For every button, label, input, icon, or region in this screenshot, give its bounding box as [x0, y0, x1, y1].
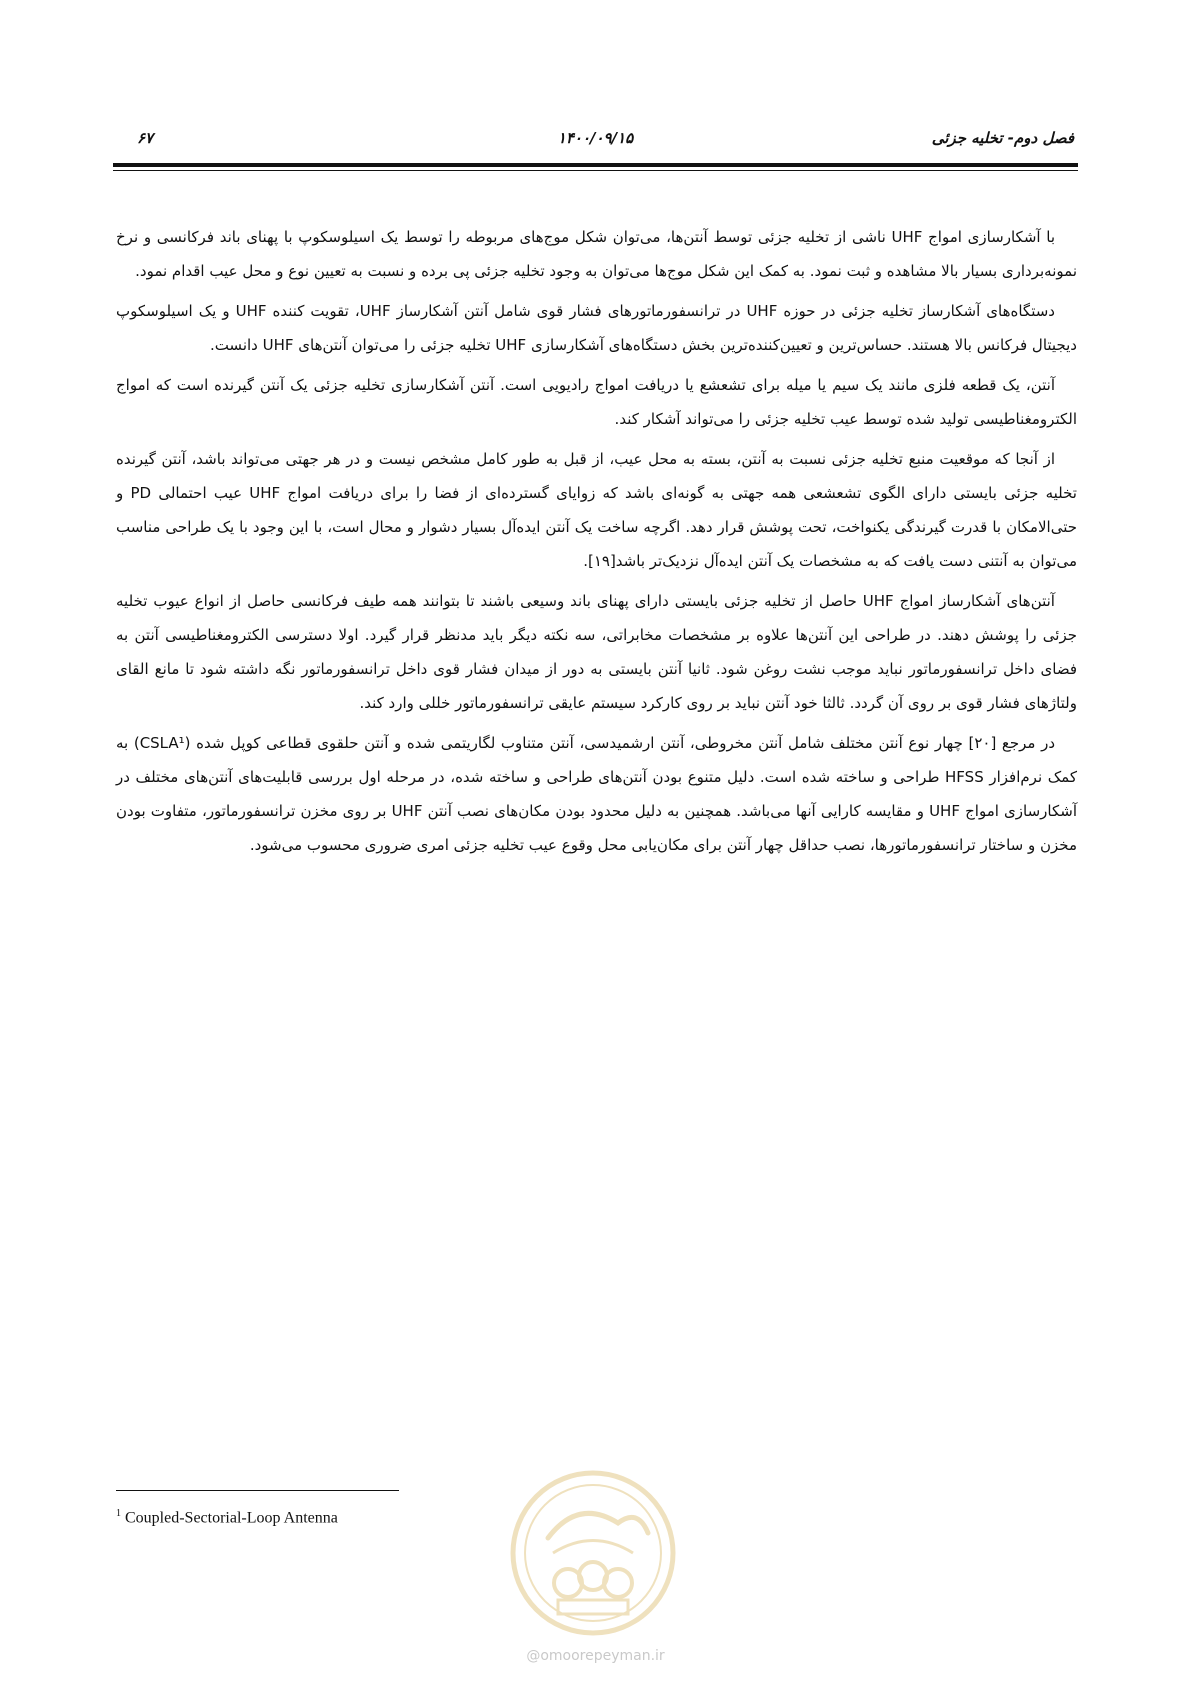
- header-rule-thick: [113, 163, 1078, 167]
- chapter-title: فصل دوم- تخلیه جزئی: [931, 129, 1074, 147]
- footnote-marker: 1: [116, 1508, 121, 1519]
- header-rule-thin: [113, 170, 1078, 171]
- body-text: [116, 220, 1077, 868]
- paragraph-3: آنتن، یک قطعه فلزی مانند یک سیم یا میله برای تشعشع یا دریافت امواج رادیویی است. آنتن آشکارسازی تخلیه جزئی یک آنتن گیرنده است که امواج الکترومغناطیسی تولید شده توسط عیب تخلیه جزئی را می‌تواند آشکار کند.: [116, 376, 1077, 428]
- paragraph-4: از آنجا که موقعیت منبع تخلیه جزئی نسبت به آنتن، بسته به محل عیب، از قبل به طور کامل مشخص نیست و در هر جهتی می‌تواند باشد، آنتن گیرنده تخلیه جزئی بایستی دارای الگوی تشعشعی همه جهتی به گونه‌ای باشد که زوایای گسترده‌ای از فضا را برای دریافت امواج UHF عیب احتمالی PD و حتی‌الامکان با قدرت گیرندگی یکنواخت، تحت پوشش قرار دهد. اگرچه ساخت یک آنتن ایده‌آل بسیار دشوار و محال است، با این وجود با یک طراحی مناسب می‌توان به آنتنی دست یافت که به مشخصات یک آنتن ایده‌آل نزدیک‌تر باشد[۱۹].: [116, 450, 1077, 570]
- page-number: ۶۷: [137, 129, 154, 147]
- paragraph-5: آنتن‌های آشکارساز امواج UHF حاصل از تخلیه جزئی بایستی دارای پهنای باند وسیعی باشند تا بتوانند همه طیف فرکانسی حاصل از انواع عیوب تخلیه جزئی را پوشش دهند. در طراحی این آنتن‌ها علاوه بر مشخصات مخابراتی، سه نکته دیگر باید مدنظر قرار گیرد. اولا دسترسی الکترومغناطیسی آنتن به فضای داخل ترانسفورماتور نباید موجب نشت روغن شود. ثانیا آنتن بایستی به دور از میدان فشار قوی داخل ترانسفورماتور نگه داشته شود تا مانع القای ولتاژهای فشار قوی بر روی آن گردد. ثالثا خود آنتن نباید بر روی کارکرد سیستم عایقی ترانسفورماتور خللی وارد کند.: [116, 592, 1077, 712]
- watermark-seal-icon: [508, 1468, 678, 1638]
- footnote-text: Coupled-Sectorial-Loop Antenna: [125, 1509, 338, 1527]
- watermark-url: @omoorepeyman.ir: [526, 1648, 665, 1664]
- paragraph-6: در مرجع [۲۰] چهار نوع آنتن مختلف شامل آنتن مخروطی، آنتن ارشمیدسی، آنتن متناوب لگاریتمی شده و آنتن حلقوی قطاعی کوپل شده (CSLA¹) به کمک نرم‌افزار HFSS طراحی و ساخته شده است. دلیل متنوع بودن آنتن‌های طراحی و ساخته شده، در مرحله اول بررسی قابلیت‌های آنتن‌های مختلف در آشکارسازی امواج UHF و مقایسه کارایی آنها می‌باشد. همچنین به دلیل محدود بودن مکان‌های نصب آنتن UHF بر روی مخزن ترانسفورماتور، متفاوت بودن مخزن و ساختار ترانسفورماتورها، نصب حداقل چهار آنتن برای مکان‌یابی محل وقوع عیب تخلیه جزئی امری ضروری محسوب می‌شود.: [116, 734, 1077, 854]
- footnote: [116, 1508, 338, 1527]
- paragraph-1: با آشکارسازی امواج UHF ناشی از تخلیه جزئی توسط آنتن‌ها، می‌توان شکل موج‌های مربوطه را توسط یک اسیلوسکوپ با پهنای باند فرکانسی و نرخ نمونه‌برداری بسیار بالا مشاهده و ثبت نمود. به کمک این شکل موج‌ها می‌توان به وجود تخلیه جزئی پی برده و نسبت به تعیین نوع و محل عیب اقدام نمود.: [116, 228, 1077, 280]
- header-date: ۱۴۰۰/۰۹/۱۵: [557, 129, 634, 147]
- paragraph-2: دستگاه‌های آشکارساز تخلیه جزئی در حوزه UHF در ترانسفورماتورهای فشار قوی شامل آنتن آشکارساز UHF، تقویت کننده UHF و یک اسیلوسکوپ دیجیتال فرکانس بالا هستند. حساس‌ترین و تعیین‌کننده‌ترین بخش دستگاه‌های آشکارسازی UHF تخلیه جزئی را می‌توان آنتن‌های UHF دانست.: [116, 302, 1077, 354]
- footnote-separator: [116, 1490, 399, 1491]
